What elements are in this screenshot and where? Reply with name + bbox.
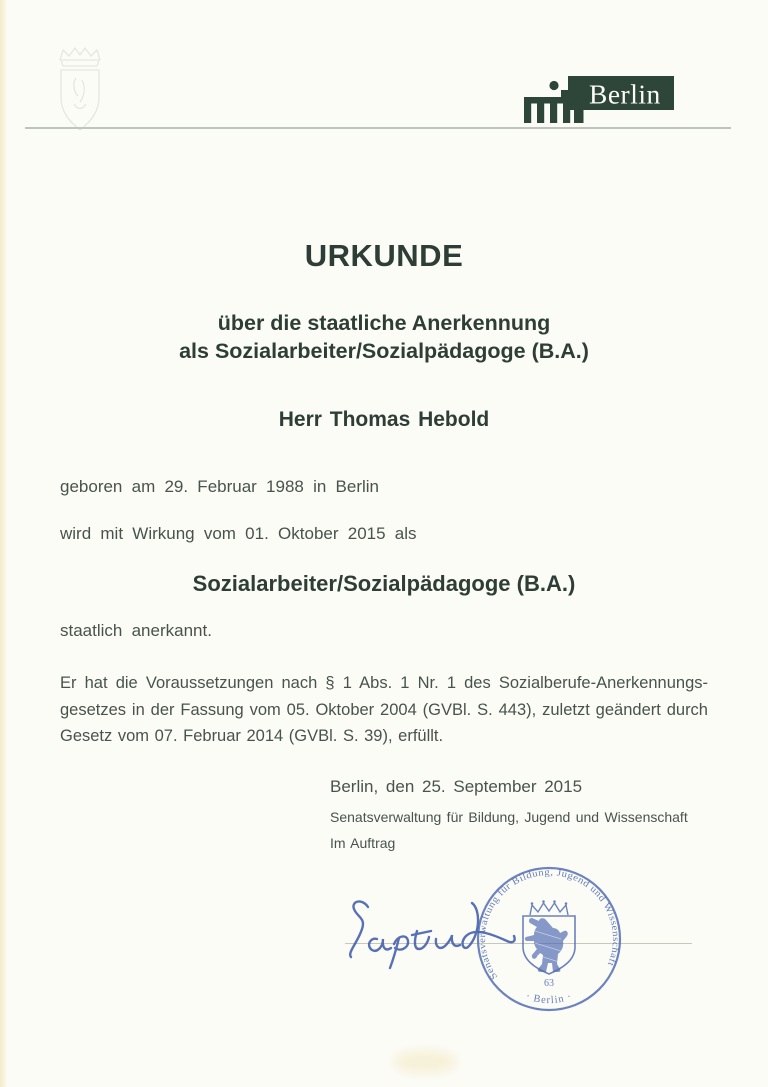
- header-rule: [25, 127, 731, 129]
- profession-title: Sozialarbeiter/Sozialpädagoge (B.A.): [192, 571, 576, 596]
- berlin-logo: [522, 64, 688, 128]
- subtitle-line-1: über die staatliche Anerkennung: [217, 311, 551, 335]
- logo-wordmark: Berlin: [589, 78, 661, 110]
- legal-line-3: Gesetz vom 07. Februar 2014 (GVBl. S. 39), erfüllt.: [60, 727, 444, 745]
- svg-text:· Berlin ·: [524, 991, 574, 1006]
- subtitle-line-2: als Sozialarbeiter/Sozialpädagoge (B.A.): [179, 339, 589, 363]
- legal-basis-paragraph: [60, 670, 708, 750]
- birth-line: geboren am 29. Februar 1988 in Berlin: [60, 477, 380, 496]
- seal-ring-text: Senatsverwaltung für Bildung, Jugend und Wissenschaft: [476, 866, 622, 982]
- issue-place-date: Berlin, den 25. September 2015: [330, 777, 583, 796]
- legal-line-2: gesetzes in der Fassung vom 05. Oktober 2004 (GVBl. S. 443), zuletzt geändert durch: [60, 700, 708, 719]
- recognition-line: staatlich anerkannt.: [60, 621, 212, 640]
- seal-crown-icon: [530, 903, 568, 915]
- handwritten-signature: [344, 890, 524, 980]
- seal-bottom-text: · Berlin ·: [524, 991, 574, 1007]
- certificate-title: URKUNDE: [304, 238, 464, 273]
- legal-line-1: Er hat die Voraussetzungen nach § 1 Abs. 1 Nr. 1 des Sozialberufe-Anerkennungs-: [60, 674, 708, 692]
- certificate-subtitle: [0, 309, 768, 365]
- recipient-name: Herr Thomas Hebold: [278, 408, 490, 431]
- effective-date-line: wird mit Wirkung vom 01. Oktober 2015 als: [60, 524, 417, 543]
- scan-edge-tint: [0, 0, 8, 1087]
- issuing-authority: Senatsverwaltung für Bildung, Jugend und Wissenschaft: [330, 809, 688, 825]
- by-order-line: Im Auftrag: [330, 835, 396, 851]
- seal-number: 63: [544, 978, 554, 989]
- scan-smudge: [393, 1050, 457, 1074]
